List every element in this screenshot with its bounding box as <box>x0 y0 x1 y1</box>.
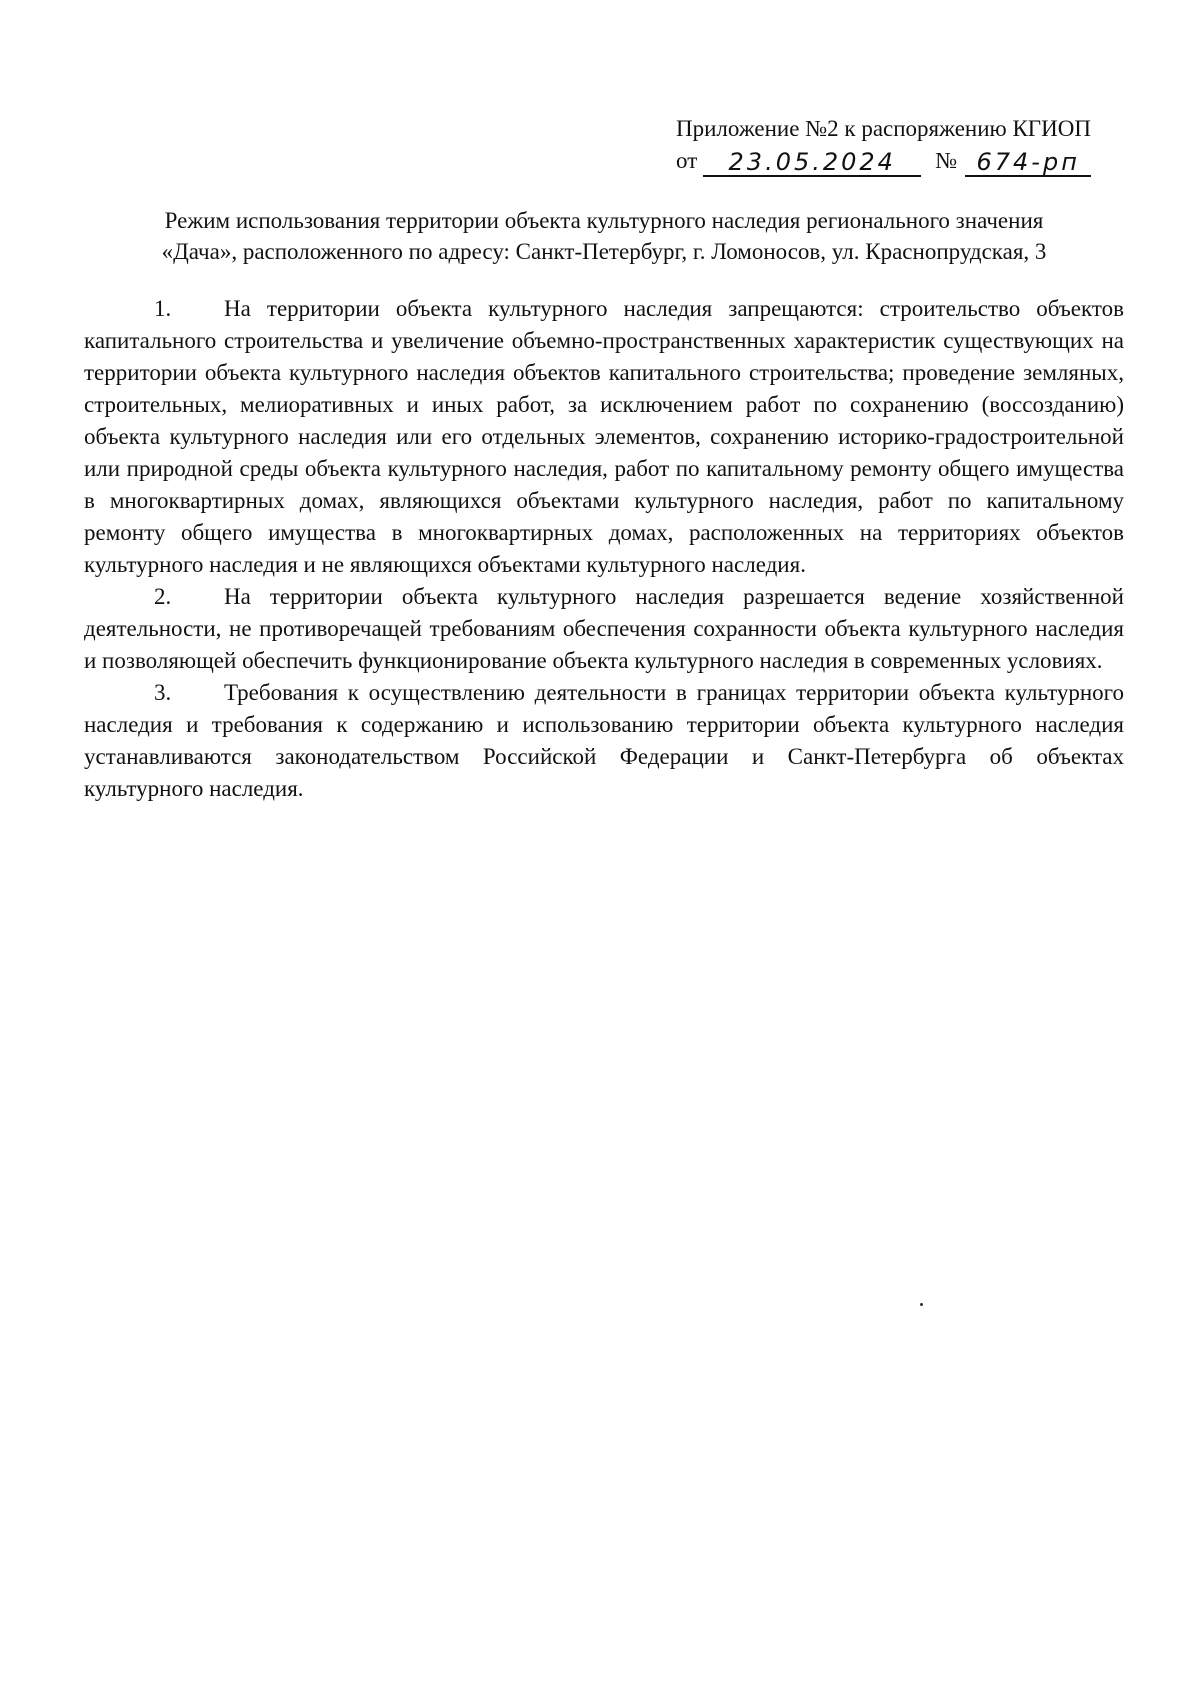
paragraph-text: На территории объекта культурного наследия разрешается ведение хозяйственной деятельности, не противоречащей требованиям обеспечения сохранности объекта культурного наследия и позволяющей обеспечить функционирование объекта культурного наследия в современных условиях. <box>84 584 1124 673</box>
paragraph-1 <box>84 293 1124 581</box>
paragraph-number: 1. <box>154 296 172 321</box>
title-line-1: Режим использования территории объекта культурного наследия регионального значения <box>164 208 1044 233</box>
appendix-reference: Приложение №2 к распоряжению КГИОП <box>676 116 1091 141</box>
date-prefix: от <box>676 148 698 173</box>
paragraph-text: Требования к осуществлению деятельности в границах территории объекта культурного наследия и требования к содержанию и использованию территории объекта культурного наследия устанавливаются законодательством Российской Федерации и Санкт-Петербурга об объектах культурного наследия. <box>84 680 1124 801</box>
paragraph-2 <box>84 581 1124 677</box>
document-title <box>84 205 1124 267</box>
scan-speck <box>920 1303 923 1306</box>
appendix-header <box>676 113 1126 177</box>
title-line-2: «Дача», расположенного по адресу: Санкт-Петербург, г. Ломоносов, ул. Краснопрудская, 3 <box>161 239 1047 264</box>
order-date-number-line <box>676 145 1126 177</box>
handwritten-order-number: 674-рп <box>965 149 1091 177</box>
paragraph-text: На территории объекта культурного наследия запрещаются: строительство объектов капитального строительства и увеличение объемно-пространственных характеристик существующих на территории объекта культурного наследия объектов капитального строительства; проведение земляных, строительных, мелиоративных и иных работ, за исключением работ по сохранению (воссозданию) объекта культурного наследия или его отдельных элементов, сохранению историко-градостроительной или природной среды объекта культурного наследия, работ по капитальному ремонту общего имущества в многоквартирных домах, являющихся объектами культурного наследия, работ по капитальному ремонту общего имущества в многоквартирных домах, расположенных на территориях объектов культурного наследия и не являющихся объектами культурного наследия. <box>84 296 1124 577</box>
paragraph-number: 3. <box>154 680 172 705</box>
number-sign: № <box>935 148 958 173</box>
handwritten-date: 23.05.2024 <box>703 149 921 177</box>
paragraph-number: 2. <box>154 584 172 609</box>
document-body <box>84 293 1124 805</box>
paragraph-3 <box>84 677 1124 805</box>
